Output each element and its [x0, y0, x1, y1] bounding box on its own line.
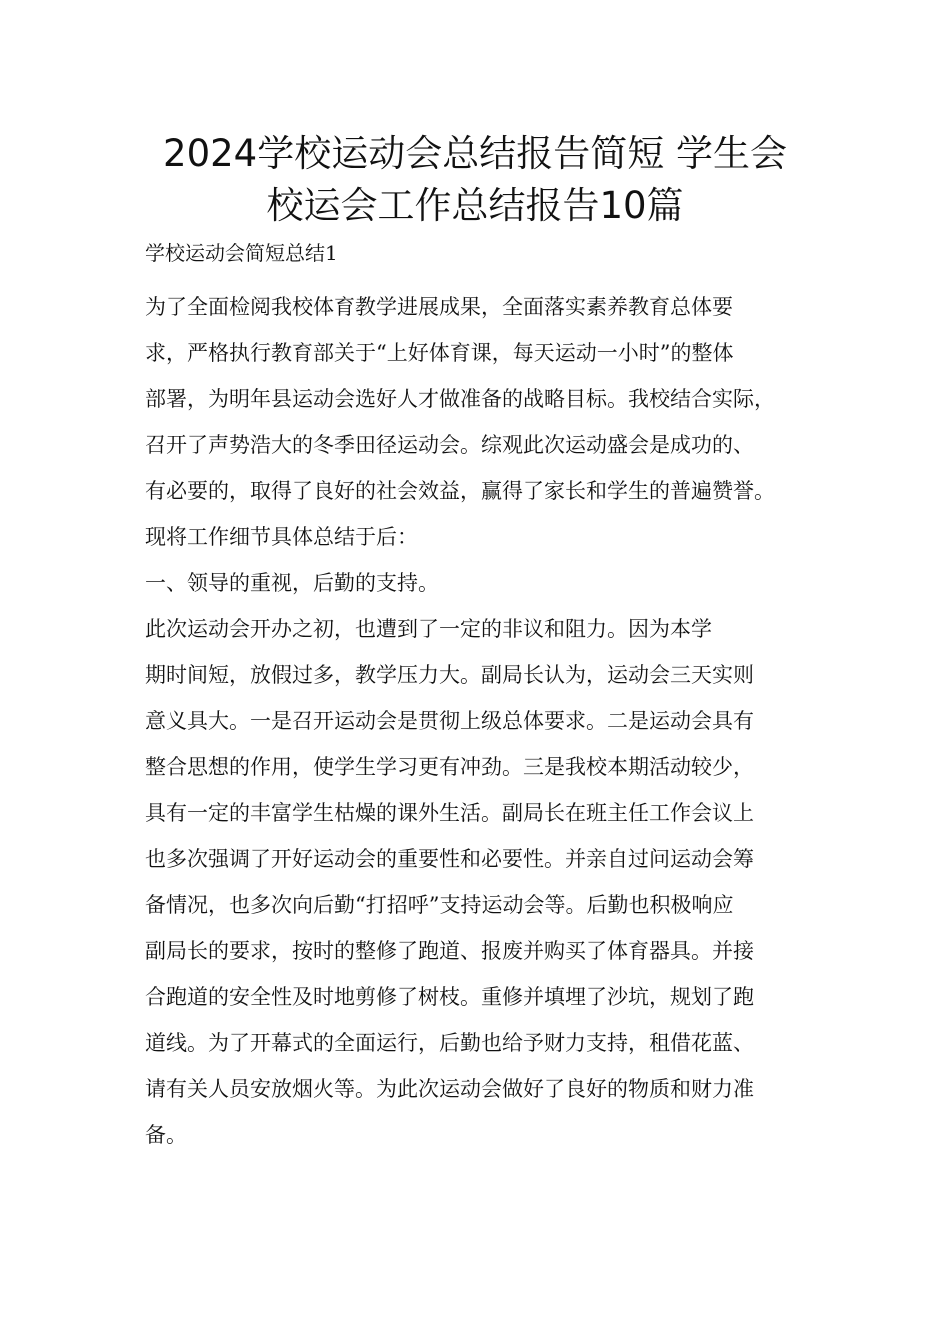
body-line: 具有一定的丰富学生枯燥的课外生活。副局长在班主任工作会议上 [145, 801, 754, 825]
body-line: 一、领导的重视，后勤的支持。 [145, 571, 439, 595]
title-line-1: 2024学校运动会总结报告简短 学生会 [163, 132, 787, 175]
body-line: 备情况，也多次向后勤“打招呼”支持运动会等。后勤也积极响应 [145, 893, 734, 917]
body-line: 部署，为明年县运动会选好人才做准备的战略目标。我校结合实际， [145, 387, 775, 411]
body-line: 期时间短，放假过多，教学压力大。副局长认为，运动会三天实则 [145, 663, 754, 687]
body-line: 有必要的，取得了良好的社会效益，赢得了家长和学生的普遍赞誉。 [145, 479, 775, 503]
body-line: 召开了声势浩大的冬季田径运动会。综观此次运动盛会是成功的、 [145, 433, 754, 457]
body-line: 副局长的要求，按时的整修了跑道、报废并购买了体育器具。并接 [145, 939, 754, 963]
body-line: 也多次强调了开好运动会的重要性和必要性。并亲自过问运动会筹 [145, 847, 754, 871]
body-line: 现将工作细节具体总结于后： [145, 525, 418, 549]
body-line: 整合思想的作用，使学生学习更有冲劲。三是我校本期活动较少， [145, 755, 754, 779]
body-line: 请有关人员安放烟火等。为此次运动会做好了良好的物质和财力准 [145, 1077, 754, 1101]
section-heading: 学校运动会简短总结1 [145, 241, 338, 265]
body-line: 合跑道的安全性及时地剪修了树枝。重修并填埋了沙坑，规划了跑 [145, 985, 754, 1009]
body-line: 为了全面检阅我校体育教学进展成果，全面落实素养教育总体要 [145, 295, 733, 319]
body-line: 备。 [145, 1123, 187, 1147]
body-line: 意义具大。一是召开运动会是贯彻上级总体要求。二是运动会具有 [145, 709, 754, 733]
document-body [145, 284, 835, 1158]
document-title [95, 128, 855, 232]
body-line: 道线。为了开幕式的全面运行，后勤也给予财力支持，租借花蓝、 [145, 1031, 754, 1055]
title-line-2: 校运会工作总结报告10篇 [266, 184, 684, 227]
body-line: 此次运动会开办之初，也遭到了一定的非议和阻力。因为本学 [145, 617, 712, 641]
body-line: 求，严格执行教育部关于“上好体育课，每天运动一小时”的整体 [145, 341, 734, 365]
